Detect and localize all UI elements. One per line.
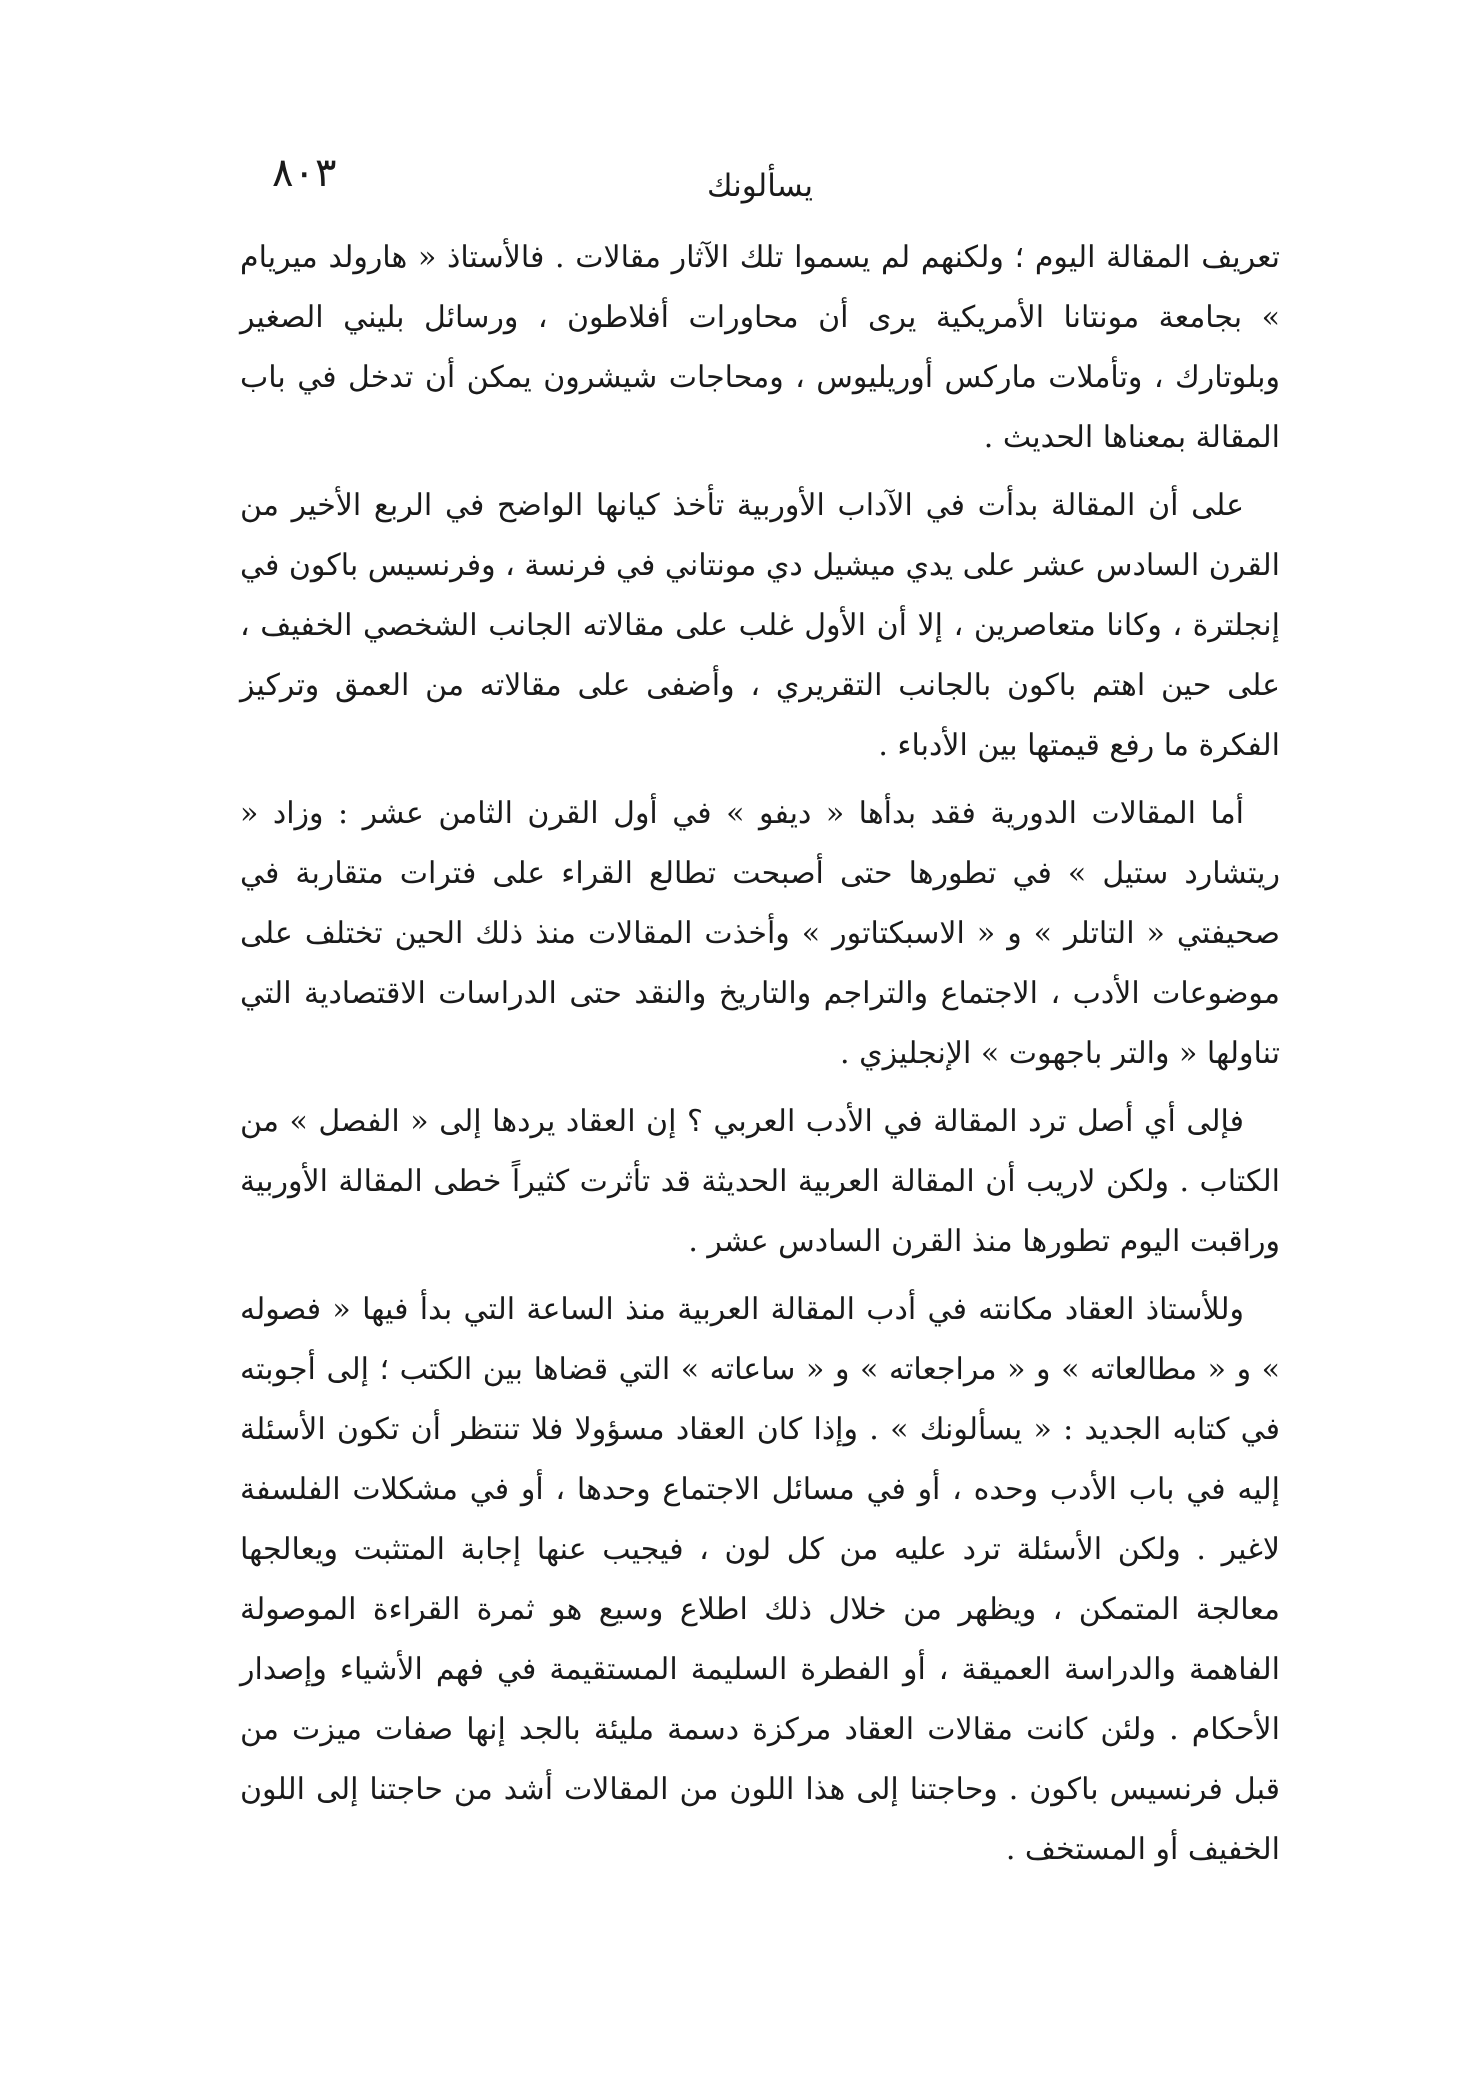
paragraph-1: تعريف المقالة اليوم ؛ ولكنهم لم يسموا تلك الآثار مقالات . فالأستاذ « هارولد ميريام » بجامعة مونتانا الأمريكية يرى أن محاورات أفلاطون ، ورسائل بليني الصغير وبلوتارك ، وتأملات ماركس أوريليوس ، ومحاجات شيشرون يمكن أن تدخل في باب المقالة بمعناها الحديث . xyxy=(240,240,1280,455)
paragraph-4: فإلى أي أصل ترد المقالة في الأدب العربي ؟ إن العقاد يردها إلى « الفصل » من الكتاب . ولكن لاريب أن المقالة العربية الحديثة قد تأثرت كثيراً خطى المقالة الأوربية وراقبت اليوم تطورها منذ القرن السادس عشر . xyxy=(240,1104,1280,1259)
page-header xyxy=(240,150,1280,220)
paragraph-3: أما المقالات الدورية فقد بدأها « ديفو » في أول القرن الثامن عشر : وزاد « ريتشارد ستيل » في تطورها حتى أصبحت تطالع القراء على فترات متقاربة في صحيفتي « التاتلر » و « الاسبكتاتور » وأخذت المقالات منذ ذلك الحين تختلف على موضوعات الأدب ، الاجتماع والتراجم والتاريخ والنقد حتى الدراسات الاقتصادية التي تناولها « والتر باجهوت » الإنجليزي . xyxy=(240,796,1280,1071)
paragraph-5: وللأستاذ العقاد مكانته في أدب المقالة العربية منذ الساعة التي بدأ فيها « فصوله » و « مطالعاته » و « مراجعاته » و « ساعاته » التي قضاها بين الكتب ؛ إلى أجوبته في كتابه الجديد : « يسألونك » . وإذا كان العقاد مسؤولا فلا تنتظر أن تكون الأسئلة إليه في باب الأدب وحده ، أو في مسائل الاجتماع وحدها ، أو في مشكلات الفلسفة لاغير . ولكن الأسئلة ترد عليه من كل لون ، فيجيب عنها إجابة المتثبت ويعالجها معالجة المتمكن ، ويظهر من خلال ذلك اطلاع وسيع هو ثمرة القراءة الموصولة الفاهمة والدراسة العميقة ، أو الفطرة السليمة المستقيمة في فهم الأشياء وإصدار الأحكام . ولئن كانت مقالات العقاد مركزة دسمة مليئة بالجد إنها صفات ميزت من قبل فرنسيس باكون . وحاجتنا إلى هذا اللون من المقالات أشد من حاجتنا إلى اللون الخفيف أو المستخف . xyxy=(240,1292,1280,1867)
body-text xyxy=(240,228,1280,1888)
paragraph-2: على أن المقالة بدأت في الآداب الأوربية تأخذ كيانها الواضح في الربع الأخير من القرن السادس عشر على يدي ميشيل دي مونتاني في فرنسة ، وفرنسيس باكون في إنجلترة ، وكانا متعاصرين ، إلا أن الأول غلب على مقالاته الجانب الشخصي الخفيف ، على حين اهتم باكون بالجانب التقريري ، وأضفى على مقالاته من العمق وتركيز الفكرة ما رفع قيمتها بين الأدباء . xyxy=(240,488,1280,763)
page-number: ٨٠٣ xyxy=(272,150,337,196)
running-title: يسألونك xyxy=(707,168,813,204)
